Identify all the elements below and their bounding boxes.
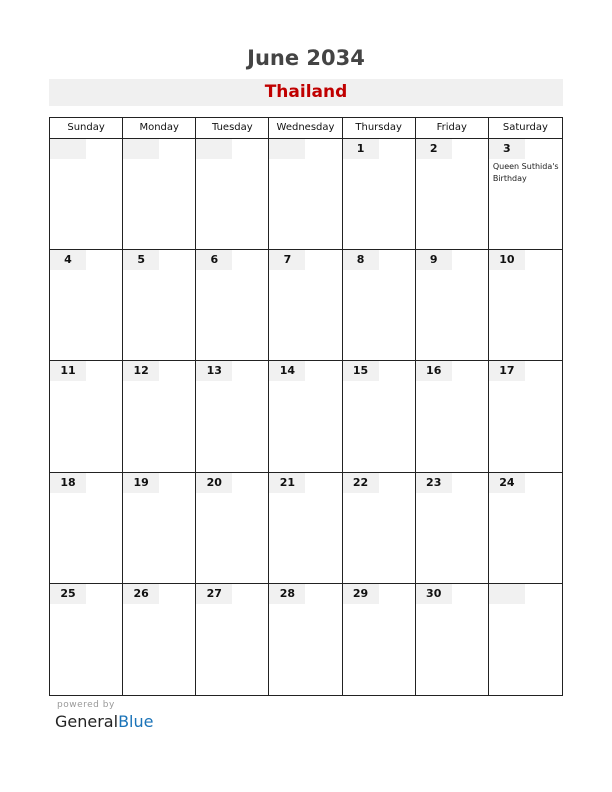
day-cell — [50, 250, 123, 361]
day-number: 15 — [343, 361, 379, 381]
day-cell — [269, 139, 342, 250]
day-cell — [489, 584, 562, 695]
day-number — [123, 139, 159, 159]
day-cell — [123, 250, 196, 361]
weekday-header: Sunday — [50, 118, 123, 139]
holiday-event: Queen Suthida's Birthday — [492, 162, 559, 183]
day-number: 30 — [416, 584, 452, 604]
day-number: 7 — [269, 250, 305, 270]
day-number: 20 — [196, 473, 232, 493]
day-cell — [489, 139, 562, 250]
weekday-header: Monday — [123, 118, 196, 139]
day-number: 23 — [416, 473, 452, 493]
day-number: 10 — [489, 250, 525, 270]
day-number: 2 — [416, 139, 452, 159]
day-number: 12 — [123, 361, 159, 381]
day-number: 24 — [489, 473, 525, 493]
day-cell — [416, 584, 489, 695]
day-number: 8 — [343, 250, 379, 270]
day-cell — [123, 139, 196, 250]
day-cell — [343, 361, 416, 472]
day-number: 11 — [50, 361, 86, 381]
weekday-header: Tuesday — [196, 118, 269, 139]
day-number — [269, 139, 305, 159]
day-number: 27 — [196, 584, 232, 604]
day-number: 1 — [343, 139, 379, 159]
day-number — [489, 584, 525, 604]
day-cell — [269, 250, 342, 361]
day-cell — [196, 584, 269, 695]
day-cell — [489, 361, 562, 472]
day-cell — [343, 250, 416, 361]
day-number: 14 — [269, 361, 305, 381]
day-number: 4 — [50, 250, 86, 270]
day-number: 26 — [123, 584, 159, 604]
day-number: 5 — [123, 250, 159, 270]
day-cell — [196, 139, 269, 250]
calendar-grid — [49, 117, 563, 696]
day-number: 28 — [269, 584, 305, 604]
weekday-header: Friday — [416, 118, 489, 139]
day-cell — [269, 473, 342, 584]
day-number: 21 — [269, 473, 305, 493]
day-number: 13 — [196, 361, 232, 381]
brand-blue: Blue — [118, 712, 154, 731]
country-name: Thailand — [264, 82, 348, 102]
day-number: 17 — [489, 361, 525, 381]
day-cell — [416, 473, 489, 584]
day-number: 9 — [416, 250, 452, 270]
day-number: 22 — [343, 473, 379, 493]
day-cell — [50, 473, 123, 584]
day-number: 16 — [416, 361, 452, 381]
day-cell — [196, 361, 269, 472]
day-cell — [50, 139, 123, 250]
powered-by-text: powered by — [57, 700, 115, 710]
page-title: June 2034 — [247, 46, 365, 70]
weekday-header: Wednesday — [269, 118, 342, 139]
day-number — [50, 139, 86, 159]
day-cell — [489, 473, 562, 584]
day-cell — [416, 361, 489, 472]
day-cell — [123, 473, 196, 584]
day-cell — [269, 361, 342, 472]
day-number: 29 — [343, 584, 379, 604]
day-number: 19 — [123, 473, 159, 493]
day-cell — [50, 584, 123, 695]
day-cell — [123, 361, 196, 472]
day-cell — [416, 250, 489, 361]
country-banner — [49, 79, 563, 106]
day-cell — [50, 361, 123, 472]
day-cell — [196, 250, 269, 361]
day-number — [196, 139, 232, 159]
day-cell — [343, 584, 416, 695]
brand-general: General — [55, 712, 119, 731]
day-cell — [269, 584, 342, 695]
day-number: 3 — [489, 139, 525, 159]
day-cell — [343, 473, 416, 584]
day-number: 25 — [50, 584, 86, 604]
day-cell — [196, 473, 269, 584]
day-cell — [343, 139, 416, 250]
day-cell — [123, 584, 196, 695]
day-number: 18 — [50, 473, 86, 493]
day-cell — [489, 250, 562, 361]
day-cell — [416, 139, 489, 250]
day-number: 6 — [196, 250, 232, 270]
weekday-header: Thursday — [343, 118, 416, 139]
weekday-header: Saturday — [489, 118, 562, 139]
generalblue-logo[interactable] — [55, 712, 153, 731]
